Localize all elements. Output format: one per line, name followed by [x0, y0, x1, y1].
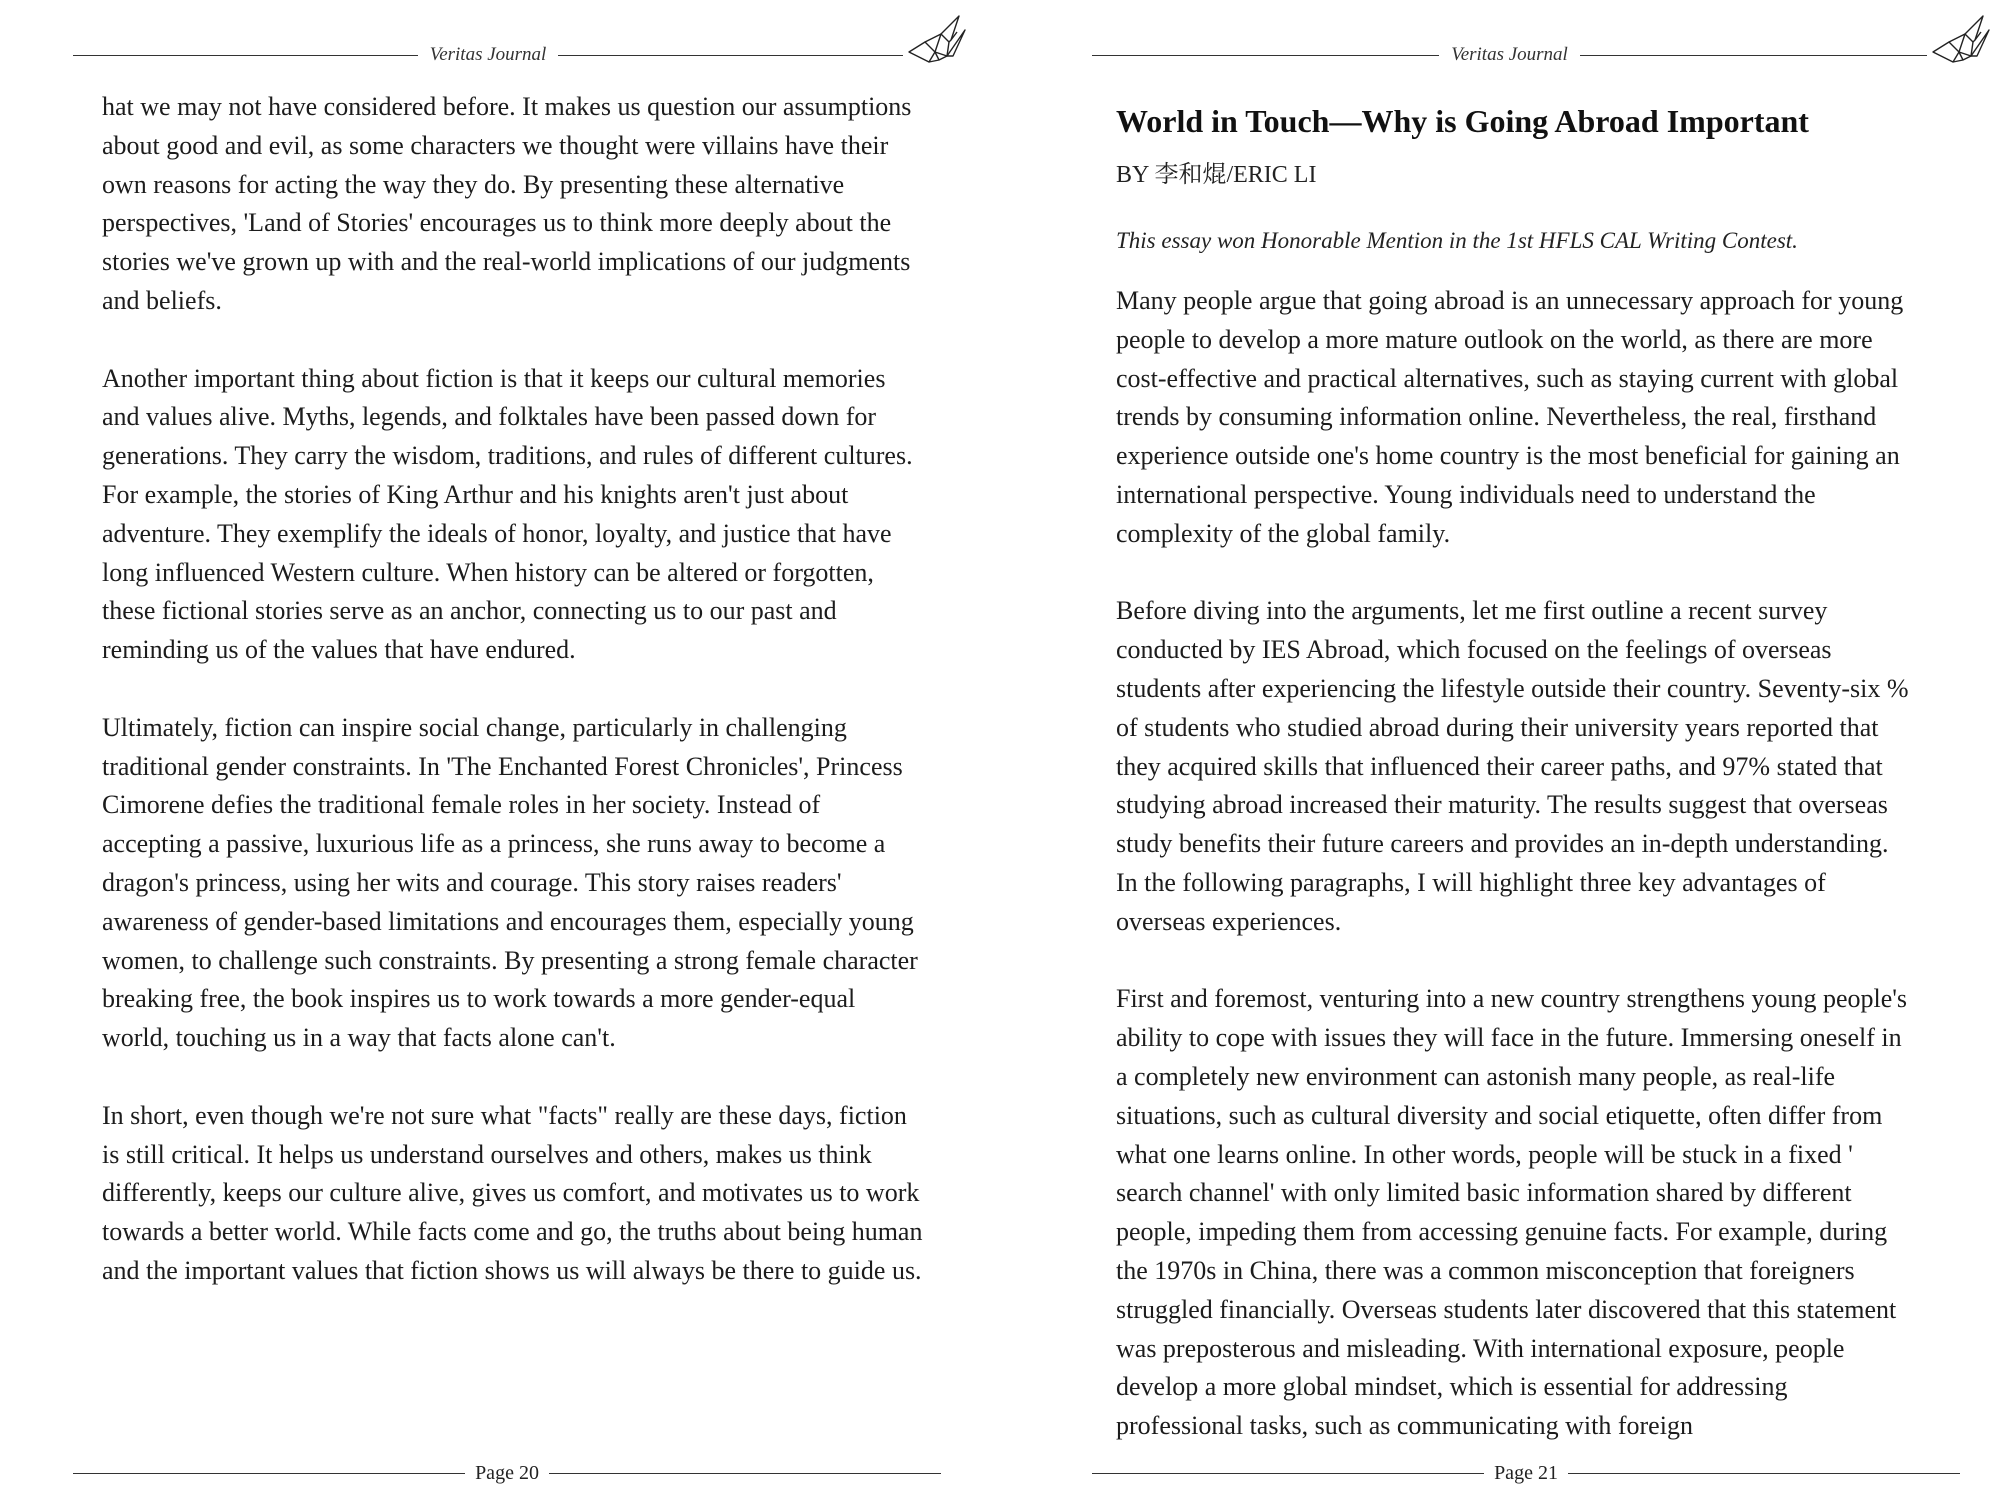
- paper-crane-icon: [1927, 12, 1995, 74]
- paragraph: In short, even though we're not sure what "facts" really are these days, fiction is still critical. It helps us understand ourselves and others, makes us think differently, keeps our culture alive, gives us comfort, and motivates us to work towards a better world. While facts come and go, the truths about being human and the important values that fiction shows us will always be there to guide us.: [102, 1100, 923, 1285]
- page-footer: [1092, 1460, 1960, 1486]
- footer-rule-right: [1568, 1473, 1960, 1474]
- footer-rule-left: [1092, 1473, 1484, 1474]
- right-page: [1000, 0, 2000, 1500]
- header-rule-left: [1092, 55, 1439, 56]
- article-body: [1116, 282, 1916, 1485]
- journal-title: Veritas Journal: [429, 44, 547, 65]
- paragraph: Before diving into the arguments, let me first outline a recent survey conducted by IES Abroad, which focused on the feelings of overseas students after experiencing the lifestyle outside their country. Seventy-six % of students who studied abroad during their university years reported that they acquired skills that influenced their career paths, and 97% stated that studying abroad increased their maturity. The results suggest that overseas study benefits their future careers and provides an in-depth understanding. In the following paragraphs, I will highlight three key advantages of overseas experiences.: [1116, 596, 1909, 936]
- page-number: Page 21: [1494, 1461, 1558, 1484]
- paragraph: Many people argue that going abroad is an unnecessary approach for young people to develop a more mature outlook on the world, as there are more cost-effective and practical alternatives, such as staying current with global trends by consuming information online. Nevertheless, the real, firsthand experience outside one's home country is the most beneficial for gaining an international perspective. Young individuals need to understand the complexity of the global family.: [1116, 286, 1904, 548]
- footer-rule-left: [73, 1473, 465, 1474]
- paragraph: Another important thing about fiction is that it keeps our cultural memories and values alive. Myths, legends, and folktales have been passed down for generations. They carry the wisdom, traditions, and rules of different cultures. For example, the stories of King Arthur and his knights aren't just about adventure. They exemplify the ideals of honor, loyalty, and justice that have long influenced Western culture. When history can be altered or forgotten, these fictional stories serve as an anchor, connecting us to our past and reminding us of the values that have endured.: [102, 363, 913, 665]
- page-number: Page 20: [475, 1461, 539, 1484]
- running-header: [73, 40, 903, 70]
- author-byline: BY 李和焜/ERIC LI: [1116, 162, 1317, 188]
- header-rule-right: [1580, 55, 1927, 56]
- running-header: [1092, 40, 1927, 70]
- header-rule-left: [73, 55, 418, 56]
- award-note: This essay won Honorable Mention in the 1st HFLS CAL Writing Contest.: [1116, 228, 1798, 253]
- header-rule-right: [558, 55, 903, 56]
- footer-rule-right: [549, 1473, 941, 1474]
- paper-crane-icon: [903, 12, 971, 74]
- article-title: World in Touch—Why is Going Abroad Important: [1116, 103, 1809, 139]
- page-footer: [73, 1460, 941, 1486]
- article-body: [102, 88, 924, 1330]
- paragraph: Ultimately, fiction can inspire social change, particularly in challenging traditional gender constraints. In 'The Enchanted Forest Chronicles', Princess Cimorene defies the traditional female roles in her society. Instead of accepting a passive, luxurious life as a princess, she runs away to become a dragon's princess, using her wits and courage. This story raises readers' awareness of gender-based limitations and encourages them, especially young women, to challenge such constraints. By presenting a strong female character breaking free, the book inspires us to work towards a more gender-equal world, touching us in a way that facts alone can't.: [102, 712, 918, 1053]
- paragraph: First and foremost, venturing into a new country strengthens young people's ability to cope with issues they will face in the future. Immersing oneself in a completely new environment can astonish many people, as real-life situations, such as cultural diversity and social etiquette, often differ from what one learns online. In other words, people will be stuck in a fixed ' search channel' with only limited basic information shared by different people, impeding them from accessing genuine facts. For example, during the 1970s in China, there was a common misconception that foreigners struggled financially. Overseas students later discovered that this statement was preposterous and misleading. With international exposure, people develop a more global mindset, which is essential for addressing professional tasks, such as communicating with foreign: [1116, 984, 1908, 1441]
- journal-title: Veritas Journal: [1451, 44, 1568, 65]
- paragraph: hat we may not have considered before. It makes us question our assumptions about good and evil, as some characters we thought were villains have their own reasons for acting the way they do. By presenting these alternative perspectives, 'Land of Stories' encourages us to think more deeply about the stories we've grown up with and the real-world implications of our judgments and beliefs.: [102, 92, 912, 315]
